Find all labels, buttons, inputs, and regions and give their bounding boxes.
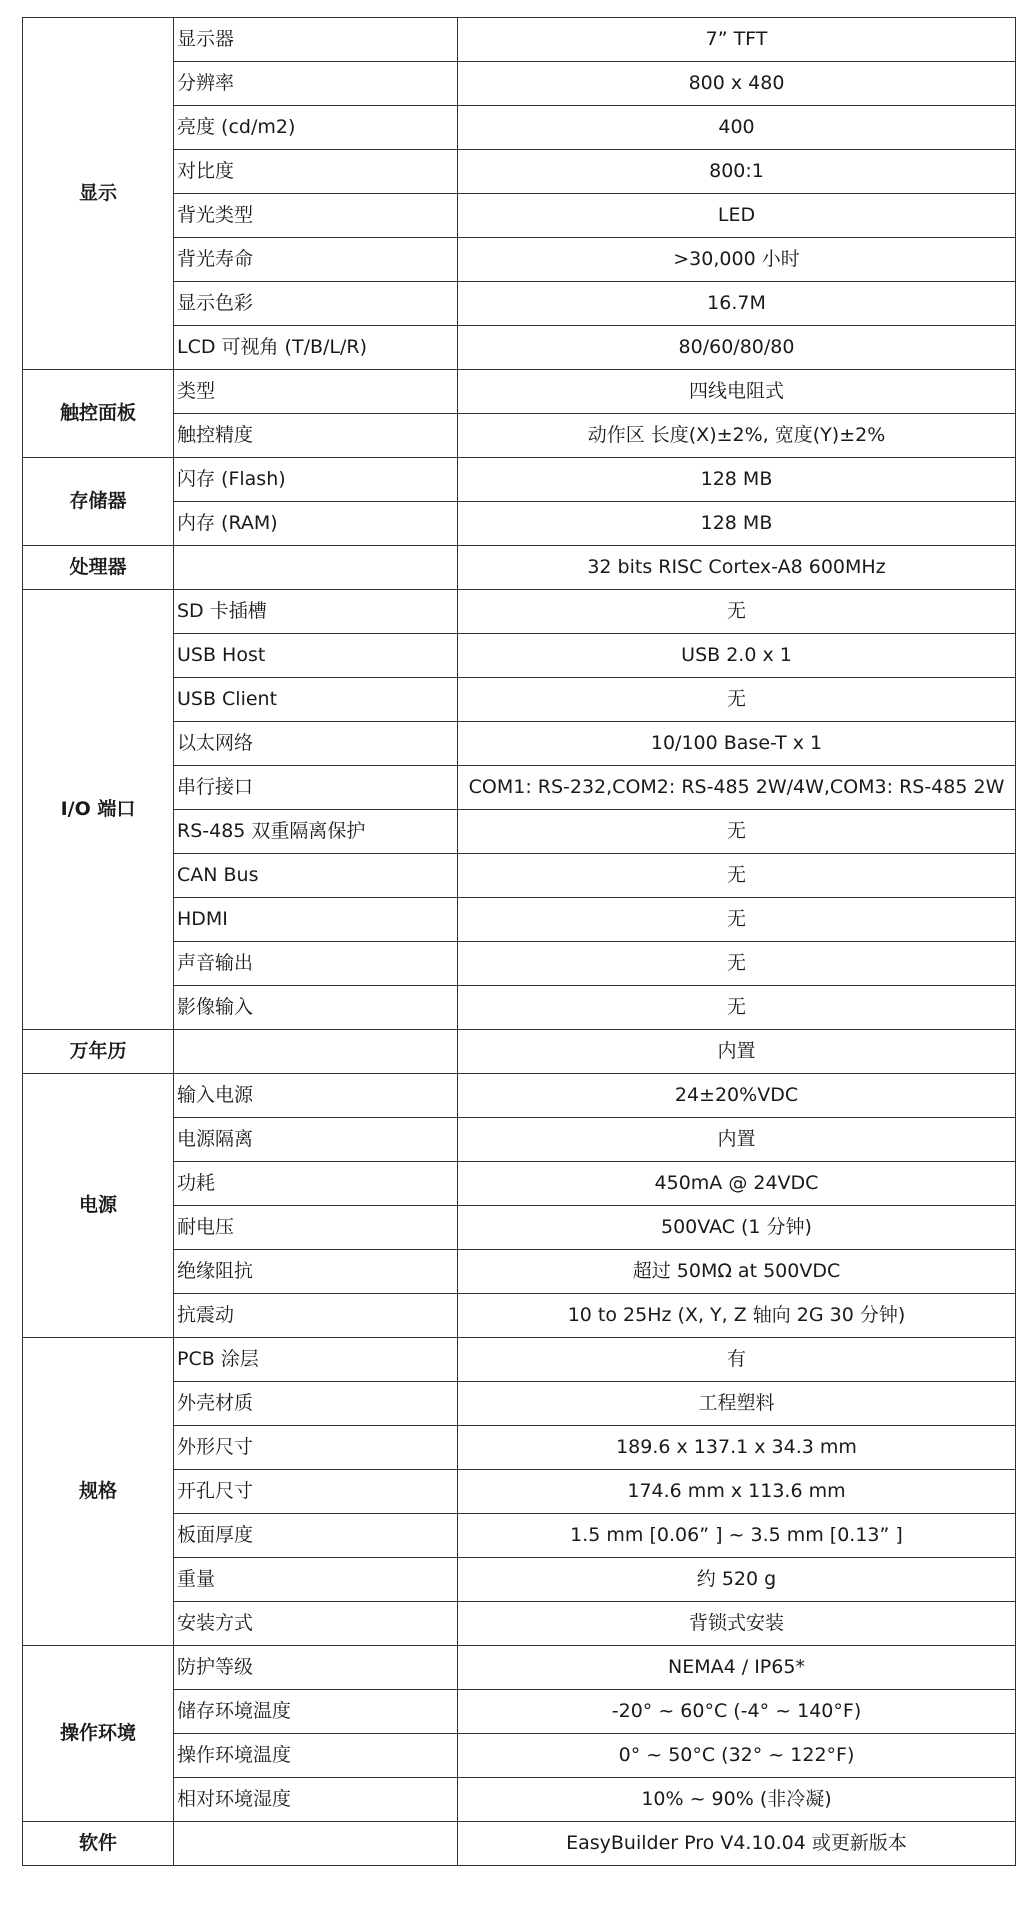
table-row <box>23 546 1016 590</box>
value-cell: 1.5 mm [0.06” ] ~ 3.5 mm [0.13” ] <box>458 1514 1016 1558</box>
parameter-cell: 功耗 <box>174 1162 458 1206</box>
category-cell: 规格 <box>23 1338 174 1646</box>
parameter-cell: 外形尺寸 <box>174 1426 458 1470</box>
parameter-cell: SD 卡插槽 <box>174 590 458 634</box>
parameter-cell: HDMI <box>174 898 458 942</box>
value-cell: USB 2.0 x 1 <box>458 634 1016 678</box>
parameter-cell: 耐电压 <box>174 1206 458 1250</box>
parameter-cell: 板面厚度 <box>174 1514 458 1558</box>
parameter-cell: 显示器 <box>174 18 458 62</box>
parameter-cell: 储存环境温度 <box>174 1690 458 1734</box>
table-row <box>23 370 1016 414</box>
value-cell: 10/100 Base-T x 1 <box>458 722 1016 766</box>
parameter-cell: 安装方式 <box>174 1602 458 1646</box>
value-cell: 内置 <box>458 1118 1016 1162</box>
parameter-cell: 输入电源 <box>174 1074 458 1118</box>
parameter-cell <box>174 546 458 590</box>
value-cell: -20° ~ 60°C (-4° ~ 140°F) <box>458 1690 1016 1734</box>
parameter-cell: 声音输出 <box>174 942 458 986</box>
parameter-cell: 闪存 (Flash) <box>174 458 458 502</box>
category-cell: 处理器 <box>23 546 174 590</box>
parameter-cell: 分辨率 <box>174 62 458 106</box>
category-cell: 电源 <box>23 1074 174 1338</box>
value-cell: 10% ~ 90% (非冷凝) <box>458 1778 1016 1822</box>
parameter-cell: 亮度 (cd/m2) <box>174 106 458 150</box>
parameter-cell: 绝缘阻抗 <box>174 1250 458 1294</box>
value-cell: 无 <box>458 810 1016 854</box>
value-cell: 超过 50MΩ at 500VDC <box>458 1250 1016 1294</box>
value-cell: 无 <box>458 590 1016 634</box>
value-cell: 0° ~ 50°C (32° ~ 122°F) <box>458 1734 1016 1778</box>
parameter-cell <box>174 1030 458 1074</box>
value-cell: 无 <box>458 678 1016 722</box>
category-cell: 触控面板 <box>23 370 174 458</box>
parameter-cell: 电源隔离 <box>174 1118 458 1162</box>
parameter-cell <box>174 1822 458 1866</box>
value-cell: 背锁式安装 <box>458 1602 1016 1646</box>
value-cell: 动作区 长度(X)±2%, 宽度(Y)±2% <box>458 414 1016 458</box>
spec-table-body <box>23 18 1016 1866</box>
value-cell: 80/60/80/80 <box>458 326 1016 370</box>
value-cell: >30,000 小时 <box>458 238 1016 282</box>
value-cell: 内置 <box>458 1030 1016 1074</box>
category-cell: 存储器 <box>23 458 174 546</box>
value-cell: 无 <box>458 898 1016 942</box>
parameter-cell: USB Host <box>174 634 458 678</box>
category-cell: 万年历 <box>23 1030 174 1074</box>
value-cell: 500VAC (1 分钟) <box>458 1206 1016 1250</box>
parameter-cell: 触控精度 <box>174 414 458 458</box>
value-cell: 174.6 mm x 113.6 mm <box>458 1470 1016 1514</box>
value-cell: 800:1 <box>458 150 1016 194</box>
value-cell: LED <box>458 194 1016 238</box>
table-row <box>23 1338 1016 1382</box>
value-cell: 10 to 25Hz (X, Y, Z 轴向 2G 30 分钟) <box>458 1294 1016 1338</box>
table-row <box>23 458 1016 502</box>
value-cell: 有 <box>458 1338 1016 1382</box>
value-cell: 24±20%VDC <box>458 1074 1016 1118</box>
parameter-cell: RS-485 双重隔离保护 <box>174 810 458 854</box>
parameter-cell: 相对环境湿度 <box>174 1778 458 1822</box>
table-row <box>23 18 1016 62</box>
value-cell: 无 <box>458 986 1016 1030</box>
value-cell: 无 <box>458 942 1016 986</box>
spec-table <box>22 17 1016 1866</box>
value-cell: 约 520 g <box>458 1558 1016 1602</box>
value-cell: 128 MB <box>458 502 1016 546</box>
category-cell: 软件 <box>23 1822 174 1866</box>
parameter-cell: 开孔尺寸 <box>174 1470 458 1514</box>
parameter-cell: 以太网络 <box>174 722 458 766</box>
table-row <box>23 590 1016 634</box>
table-row <box>23 1822 1016 1866</box>
value-cell: 32 bits RISC Cortex-A8 600MHz <box>458 546 1016 590</box>
parameter-cell: 外壳材质 <box>174 1382 458 1426</box>
parameter-cell: 抗震动 <box>174 1294 458 1338</box>
value-cell: 无 <box>458 854 1016 898</box>
value-cell: 189.6 x 137.1 x 34.3 mm <box>458 1426 1016 1470</box>
parameter-cell: 背光寿命 <box>174 238 458 282</box>
parameter-cell: 串行接口 <box>174 766 458 810</box>
value-cell: 7” TFT <box>458 18 1016 62</box>
value-cell: COM1: RS-232,COM2: RS-485 2W/4W,COM3: RS-485 2W <box>458 766 1016 810</box>
value-cell: 四线电阻式 <box>458 370 1016 414</box>
parameter-cell: 类型 <box>174 370 458 414</box>
value-cell: 800 x 480 <box>458 62 1016 106</box>
category-cell: 显示 <box>23 18 174 370</box>
category-cell: I/O 端口 <box>23 590 174 1030</box>
parameter-cell: 对比度 <box>174 150 458 194</box>
parameter-cell: 背光类型 <box>174 194 458 238</box>
value-cell: 16.7M <box>458 282 1016 326</box>
parameter-cell: 显示色彩 <box>174 282 458 326</box>
parameter-cell: PCB 涂层 <box>174 1338 458 1382</box>
parameter-cell: 内存 (RAM) <box>174 502 458 546</box>
parameter-cell: CAN Bus <box>174 854 458 898</box>
table-row <box>23 1030 1016 1074</box>
parameter-cell: LCD 可视角 (T/B/L/R) <box>174 326 458 370</box>
value-cell: NEMA4 / IP65* <box>458 1646 1016 1690</box>
value-cell: 400 <box>458 106 1016 150</box>
parameter-cell: 影像输入 <box>174 986 458 1030</box>
table-row <box>23 1074 1016 1118</box>
value-cell: EasyBuilder Pro V4.10.04 或更新版本 <box>458 1822 1016 1866</box>
parameter-cell: 防护等级 <box>174 1646 458 1690</box>
value-cell: 工程塑料 <box>458 1382 1016 1426</box>
value-cell: 128 MB <box>458 458 1016 502</box>
table-row <box>23 1646 1016 1690</box>
parameter-cell: 重量 <box>174 1558 458 1602</box>
parameter-cell: USB Client <box>174 678 458 722</box>
parameter-cell: 操作环境温度 <box>174 1734 458 1778</box>
value-cell: 450mA @ 24VDC <box>458 1162 1016 1206</box>
category-cell: 操作环境 <box>23 1646 174 1822</box>
